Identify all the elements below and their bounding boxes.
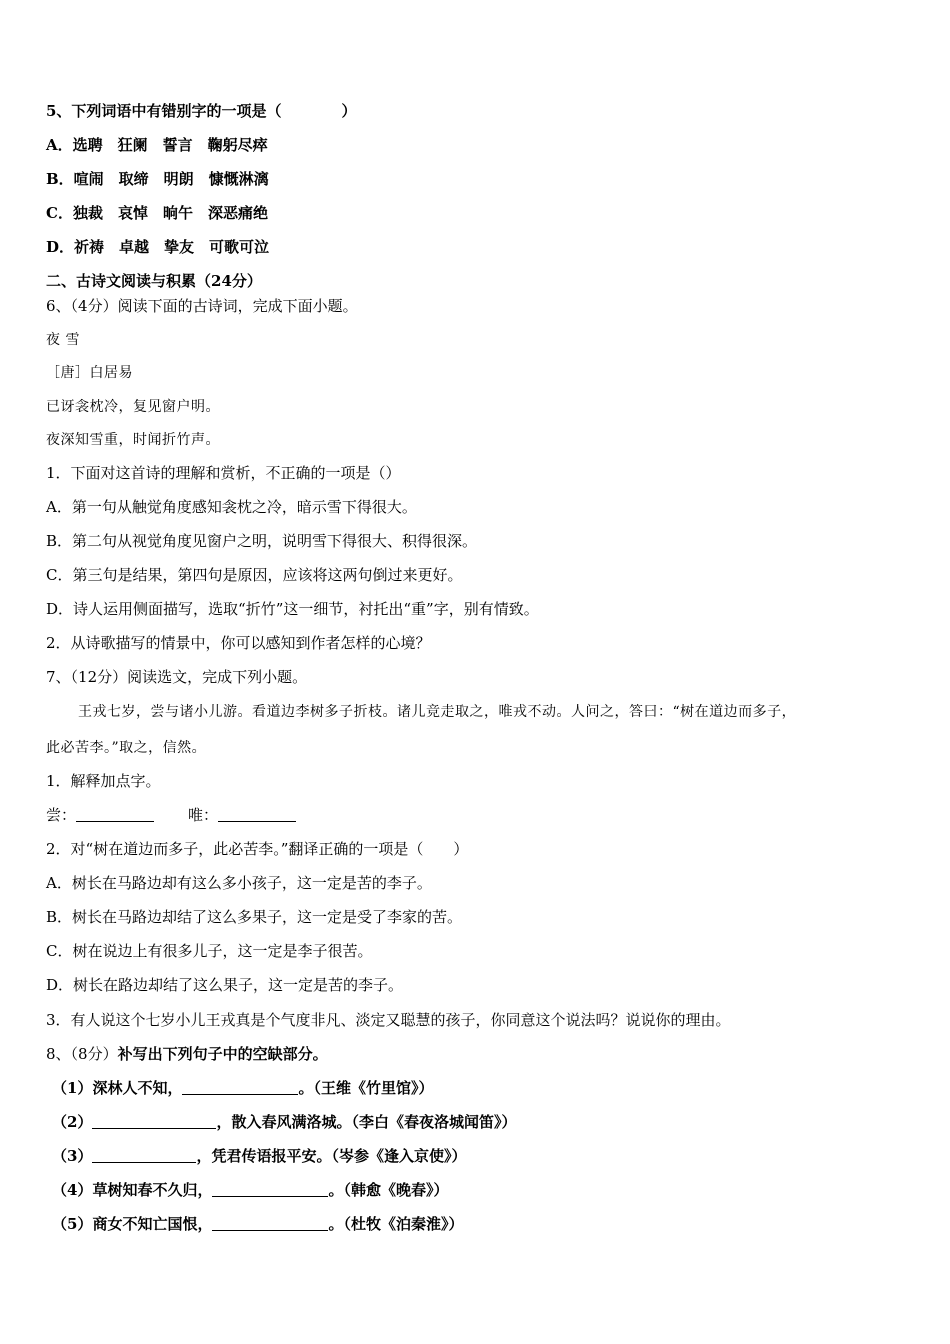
- q5-option-b: B．喧闹 取缔 明朗 慷慨淋漓: [46, 170, 269, 188]
- item-text-after: 。（杜牧《泊秦淮》）: [328, 1215, 464, 1233]
- q8-item-5: [52, 1214, 463, 1234]
- item-text-after: 。（韩愈《晚春》）: [328, 1181, 449, 1199]
- answer-blank[interactable]: [212, 1215, 328, 1231]
- q7-sub2-option-b: B．树长在马路边却结了这么多果子，这一定是受了李家的苦。: [46, 908, 463, 926]
- item-text-after: 。（王维《竹里馆》）: [298, 1079, 434, 1097]
- q8-stem: [46, 1044, 328, 1064]
- q7-sub2-stem: 2．对“树在道边而多子，此必苦李。”翻译正确的一项是（ ）: [46, 840, 469, 858]
- q7-sub1-stem: 1．解释加点字。: [46, 772, 161, 790]
- q6-sub1-option-c: C．第三句是结果，第四句是原因，应该将这两句倒过来更好。: [46, 566, 463, 584]
- q8-stem-main: 补写出下列句子中的空缺部分。: [117, 1045, 328, 1063]
- q7-sub1-items: [46, 805, 296, 825]
- q6-sub1-stem: 1．下面对这首诗的理解和赏析，不正确的一项是（）: [46, 464, 401, 482]
- q5-option-c: C．独裁 哀悼 晌午 深恶痛绝: [46, 204, 268, 222]
- q8-item-1: [52, 1078, 433, 1098]
- q6-sub1-option-d: D．诗人运用侧面描写，选取“折竹”这一细节，衬托出“重”字，别有情致。: [46, 600, 539, 618]
- answer-blank[interactable]: [182, 1079, 298, 1095]
- item-number: （4）: [52, 1181, 93, 1199]
- q8-item-2: [52, 1112, 516, 1132]
- q7-sub1-item1-label: 尝：: [46, 806, 77, 824]
- section-2-title: 二、古诗文阅读与积累（24分）: [46, 272, 262, 290]
- q7-sub2-option-c: C．树在说边上有很多儿子，这一定是李子很苦。: [46, 942, 373, 960]
- item-number: （3）: [52, 1147, 93, 1165]
- poem-line-1: 已讶衾枕冷，复见窗户明。: [46, 399, 220, 415]
- item-number: （5）: [52, 1215, 93, 1233]
- answer-blank[interactable]: [92, 1113, 216, 1129]
- item-text-after: ，凭君传语报平安。（岑参《逢入京使》）: [196, 1147, 467, 1165]
- q8-item-4: [52, 1180, 448, 1200]
- item-text-after: ，散入春风满洛城。（李白《春夜洛城闻笛》）: [216, 1113, 517, 1131]
- item-text-before: 深林人不知，: [92, 1079, 183, 1097]
- q5-stem: 5、下列词语中有错别字的一项是（ ）: [46, 102, 357, 120]
- answer-blank[interactable]: [218, 806, 296, 822]
- q6-sub1-option-a: A．第一句从触觉角度感知衾枕之冷，暗示雪下得很大。: [46, 498, 417, 516]
- q5-option-d: D．祈祷 卓越 挚友 可歌可泣: [46, 238, 270, 256]
- item-text-before: 草树知春不久归，: [92, 1181, 213, 1199]
- q7-sub2-option-a: A．树长在马路边却有这么多小孩子，这一定是苦的李子。: [46, 874, 432, 892]
- q7-passage-line-2: 此必苦李。”取之，信然。: [46, 740, 207, 756]
- q6-sub2-stem: 2．从诗歌描写的情景中，你可以感知到作者怎样的心境？: [46, 634, 431, 652]
- item-text-before: 商女不知亡国恨，: [92, 1215, 213, 1233]
- q8-stem-prefix: 8、（8分）: [46, 1045, 118, 1063]
- q7-sub2-option-d: D．树长在路边却结了这么果子，这一定是苦的李子。: [46, 976, 404, 994]
- answer-blank[interactable]: [92, 1147, 196, 1163]
- q7-passage-line-1: 王戎七岁，尝与诸小儿游。看道边李树多子折枝。诸儿竞走取之，唯戎不动。人问之，答曰：“树在道边而多子，: [78, 704, 797, 720]
- item-number: （2）: [52, 1113, 93, 1131]
- item-number: （1）: [52, 1079, 93, 1097]
- q8-item-3: [52, 1146, 466, 1166]
- q7-sub3-stem: 3．有人说这个七岁小儿王戎真是个气度非凡、淡定又聪慧的孩子，你同意这个说法吗？说说你的理由。: [46, 1011, 731, 1029]
- poem-title: 夜 雪: [46, 332, 80, 348]
- q6-stem: 6、（4分）阅读下面的古诗词，完成下面小题。: [46, 297, 358, 315]
- answer-blank[interactable]: [212, 1181, 328, 1197]
- q5-option-a: A．选聘 狂阑 誓言 鞠躬尽瘁: [46, 136, 268, 154]
- poem-line-2: 夜深知雪重，时闻折竹声。: [46, 432, 220, 448]
- answer-blank[interactable]: [76, 806, 154, 822]
- poem-author: ［唐］白居易: [46, 365, 133, 381]
- q7-sub1-item2-label: 唯：: [188, 806, 219, 824]
- q7-stem: 7、（12分）阅读选文，完成下列小题。: [46, 668, 308, 686]
- q6-sub1-option-b: B．第二句从视觉角度见窗户之明，说明雪下得很大、积得很深。: [46, 532, 478, 550]
